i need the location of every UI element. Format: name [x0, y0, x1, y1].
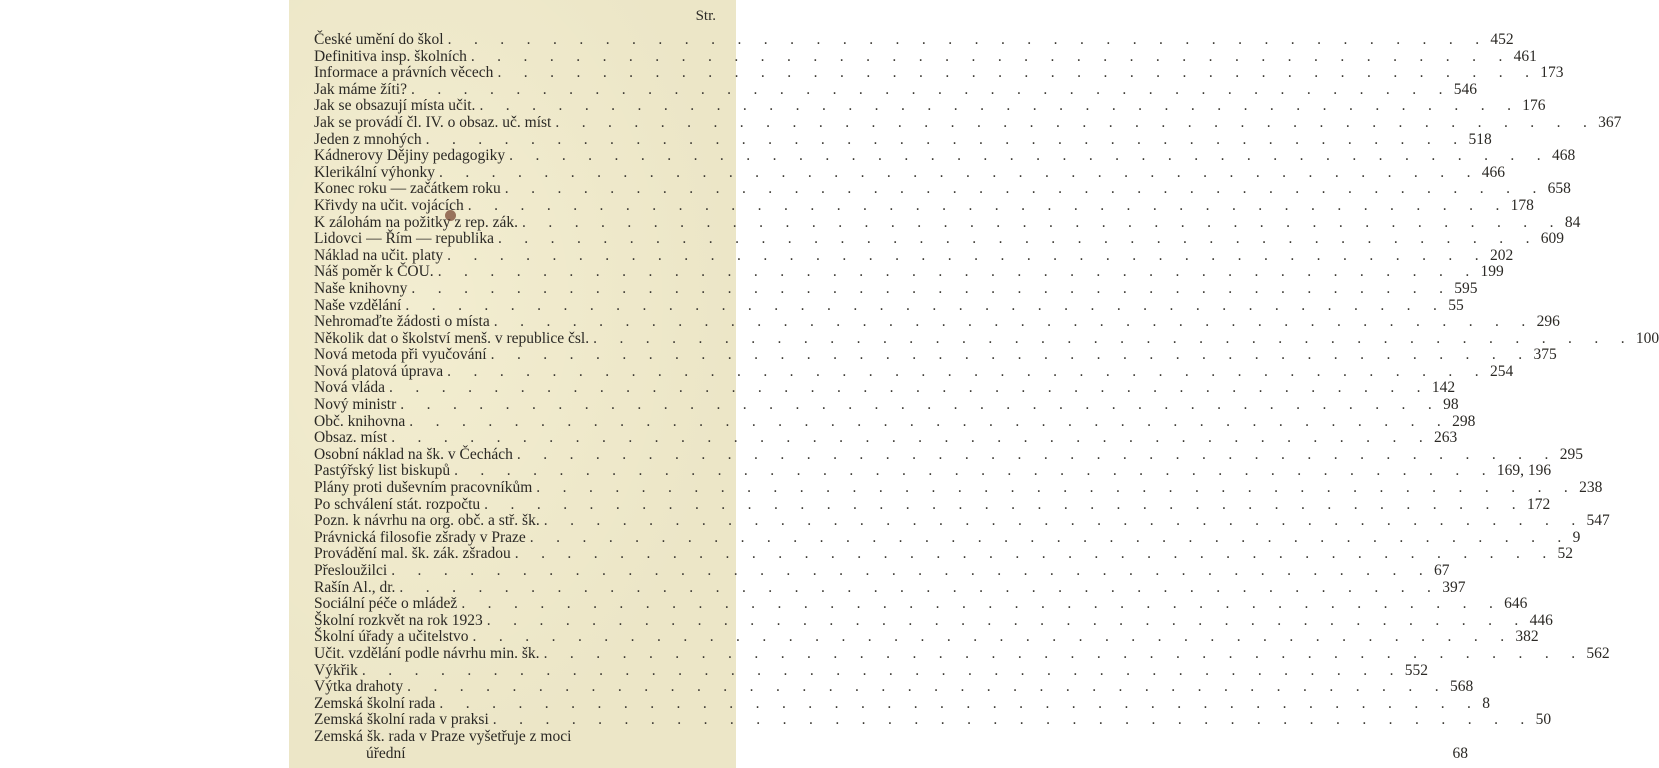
page-column-header: Str.	[695, 8, 716, 24]
entry-page: 67	[1434, 562, 1450, 579]
entry-title: Výkřik	[314, 661, 358, 679]
entry-title: Pastýřský list biskupů	[314, 462, 451, 480]
dot-leader	[395, 580, 1440, 597]
entry-title: Pozn. k návrhu na org. obč. a stř. šk.	[314, 512, 540, 530]
toc-entry	[314, 595, 1528, 613]
dot-leader	[513, 447, 1558, 464]
entry-page: 552	[1404, 661, 1428, 679]
entry-page: 468	[1551, 147, 1576, 165]
dot-leader	[511, 546, 1556, 563]
dot-leader	[518, 215, 1563, 232]
entry-title: Nová metoda při vyučování	[314, 346, 487, 364]
toc-entry	[314, 246, 1514, 265]
dot-leader	[403, 679, 1448, 696]
toc-entry	[314, 711, 1552, 729]
dot-leader	[401, 298, 1446, 315]
entry-page: 609	[1540, 230, 1565, 248]
entry-title: Jak se obsazují místa učit.	[314, 97, 476, 115]
entry-title: Lidovci — Řím — republika	[314, 230, 494, 248]
entry-page: 263	[1434, 429, 1458, 447]
entry-title: K zálohám na požitky z rep. zák.	[314, 213, 518, 231]
book-page	[289, 0, 1659, 768]
entry-page: 176	[1522, 97, 1546, 115]
entry-title: Klerikální výhonky	[314, 163, 435, 181]
dot-leader	[443, 248, 1488, 265]
dot-leader	[540, 513, 1585, 530]
entry-page: 518	[1468, 130, 1492, 148]
entry-title: České umění do škol	[314, 31, 444, 48]
toc-entry	[314, 147, 1576, 165]
toc-entry	[314, 694, 1490, 713]
dot-leader	[501, 181, 1546, 198]
toc-entry	[314, 296, 1464, 315]
dot-leader	[443, 364, 1488, 381]
dot-leader	[551, 115, 1596, 132]
entry-page: 446	[1529, 611, 1553, 629]
toc-entry	[314, 479, 1603, 497]
dot-leader	[487, 347, 1532, 364]
dot-leader	[526, 530, 1571, 547]
toc-entry	[314, 512, 1610, 530]
entry-title: Výtka drahoty	[314, 678, 404, 696]
entry-page: 50	[1535, 711, 1552, 729]
toc-entry	[314, 230, 1565, 248]
toc-entry	[314, 64, 1564, 82]
toc-entry	[314, 462, 1552, 480]
entry-title: Náklad na učit. platy	[314, 246, 444, 264]
entry-title: Kádnerovy Dějiny pedagogiky	[314, 147, 506, 165]
entry-title: Nový ministr	[314, 396, 397, 414]
entry-page: 562	[1586, 644, 1610, 662]
entry-title: Sociální péče o mládež	[314, 595, 458, 613]
dot-leader	[490, 314, 1535, 331]
entry-title-line2: úřední	[366, 744, 406, 762]
dot-leader	[469, 629, 1514, 646]
entry-page: 169, 196	[1496, 462, 1552, 480]
entry-title: Jeden z mnohých	[314, 130, 422, 148]
toc-entry	[314, 495, 1551, 514]
toc-entry	[314, 562, 1450, 580]
entry-page: 295	[1559, 445, 1583, 463]
toc-entry	[314, 31, 1514, 49]
toc-entry	[314, 80, 1478, 99]
entry-page: 296	[1536, 313, 1560, 331]
entry-page: 172	[1526, 495, 1551, 513]
entry-page: 254	[1489, 362, 1514, 380]
toc-entry	[314, 97, 1546, 115]
toc-entry	[314, 644, 1610, 663]
entry-page: 382	[1515, 628, 1539, 646]
dot-leader	[422, 132, 1467, 149]
entry-page: 142	[1431, 379, 1456, 397]
dot-leader	[435, 696, 1480, 713]
entry-page: 202	[1489, 246, 1514, 264]
entry-title: Několik dat o školství menš. v republice čsl.	[314, 329, 590, 347]
toc-entry	[314, 113, 1622, 132]
dot-leader	[467, 49, 1512, 66]
dot-leader	[540, 646, 1585, 663]
entry-title: Naše knihovny	[314, 279, 408, 297]
dot-leader	[358, 663, 1403, 680]
entry-title: Zemská školní rada v praksi	[314, 711, 489, 729]
entry-title: Nová vláda	[314, 379, 386, 397]
entry-page: 375	[1533, 346, 1557, 364]
dot-leader	[396, 397, 1441, 414]
entry-title: Školní rozkvět na rok 1923	[314, 611, 483, 629]
dot-leader	[494, 231, 1539, 248]
entry-page: 199	[1480, 263, 1504, 281]
toc-entry	[314, 196, 1534, 215]
dot-leader	[589, 331, 1634, 348]
dot-leader	[434, 264, 1479, 281]
entry-page: 646	[1504, 595, 1528, 613]
entry-title: Osobní náklad na šk. v Čechách	[314, 445, 513, 463]
entry-page: 658	[1547, 180, 1571, 198]
toc-entry	[314, 545, 1574, 563]
entry-page: 55	[1448, 296, 1464, 314]
dot-leader	[407, 82, 1452, 99]
entry-page: 9	[1572, 528, 1581, 546]
entry-page: 52	[1557, 545, 1574, 563]
toc-entry	[314, 346, 1557, 364]
entry-page: 595	[1454, 279, 1478, 297]
entry-page: 68	[1452, 744, 1468, 762]
dot-leader	[532, 480, 1577, 497]
entry-title: Nová platová úprava	[314, 362, 444, 380]
dot-leader	[505, 148, 1550, 165]
toc-entry	[314, 445, 1583, 464]
entry-page: 461	[1513, 47, 1537, 65]
entry-title: Po schválení stát. rozpočtu	[314, 495, 481, 513]
entry-page: 8	[1482, 694, 1490, 712]
entry-page: 568	[1449, 678, 1474, 696]
entry-title: Přesloužilci	[314, 562, 388, 579]
entry-title: Definitiva insp. školních	[314, 47, 467, 65]
dot-leader	[450, 463, 1495, 480]
dot-leader	[489, 712, 1534, 729]
toc-entry	[314, 429, 1458, 447]
toc-entry	[314, 213, 1581, 232]
entry-title: Nehromaďte žádosti o místa	[314, 313, 490, 331]
entry-page: 100	[1635, 329, 1659, 347]
entry-title: Konec roku — začátkem roku	[314, 180, 501, 198]
entry-title: Křivdy na učit. vojácích	[314, 196, 464, 214]
dot-leader	[483, 613, 1528, 630]
entry-title: Informace a právních věcech	[314, 64, 494, 82]
dot-leader	[435, 165, 1480, 182]
entry-title: Rašín Al., dr.	[314, 578, 396, 596]
dot-leader	[444, 32, 1489, 49]
toc-entry	[314, 661, 1428, 680]
dot-leader	[407, 281, 1452, 298]
toc-entry	[314, 180, 1571, 198]
entry-page: 298	[1452, 412, 1476, 430]
entry-title: Plány proti duševním pracovníkům	[314, 479, 533, 497]
dot-leader	[405, 414, 1450, 431]
toc-entry	[314, 528, 1581, 547]
dot-leader	[385, 380, 1430, 397]
toc-entry	[314, 263, 1504, 281]
entry-title: Naše vzdělání	[314, 296, 402, 314]
entry-page: 173	[1540, 64, 1564, 82]
toc-entry	[314, 611, 1553, 630]
entry-title: Obsaz. míst	[314, 429, 388, 447]
entry-page: 98	[1443, 396, 1459, 414]
entry-page: 546	[1453, 80, 1478, 98]
toc-entry	[314, 329, 1659, 348]
entry-title: Jak se provádí čl. IV. o obsaz. uč. míst	[314, 113, 552, 131]
toc-entry	[314, 163, 1506, 182]
toc-entry	[314, 47, 1537, 66]
entry-title: Školní úřady a učitelstvo	[314, 628, 469, 646]
toc-entry	[314, 362, 1514, 381]
entry-title: Zemská školní rada	[314, 694, 436, 712]
dot-leader	[480, 497, 1525, 514]
entry-page: 84	[1564, 213, 1581, 231]
entry-page: 452	[1490, 31, 1514, 48]
entry-title: Právnická filosofie zšrady v Praze	[314, 528, 526, 546]
entry-title: Náš poměr k ČOU.	[314, 263, 434, 281]
entry-page: 178	[1510, 196, 1534, 214]
toc-entry	[314, 412, 1476, 431]
table-of-contents	[314, 31, 1659, 763]
entry-title: Provádění mal. šk. zák. zšradou	[314, 545, 511, 563]
entry-page: 547	[1586, 512, 1610, 530]
toc-entry	[314, 628, 1539, 646]
entry-page: 397	[1442, 578, 1466, 596]
toc-entry	[314, 678, 1474, 696]
entry-title: Obč. knihovna	[314, 412, 406, 430]
entry-title-line1: Zemská šk. rada v Praze vyšetřuje z moci	[314, 727, 572, 745]
entry-title: Jak máme žíti?	[314, 80, 407, 98]
entry-title: Učit. vzdělání podle návrhu min. šk.	[314, 644, 540, 662]
dot-leader	[475, 98, 1520, 115]
dot-leader	[457, 596, 1502, 613]
entry-page: 367	[1598, 113, 1622, 131]
toc-entry	[314, 578, 1466, 597]
dot-leader	[464, 198, 1509, 215]
toc-entry	[314, 727, 1468, 763]
toc-entry	[314, 130, 1492, 149]
entry-page: 466	[1481, 163, 1506, 181]
dot-leader	[493, 65, 1538, 82]
dot-leader	[387, 430, 1432, 447]
dot-leader	[387, 563, 1432, 580]
toc-entry	[314, 313, 1560, 331]
entry-title-line2-row	[314, 744, 1468, 763]
entry-page: 238	[1579, 479, 1603, 497]
toc-entry	[314, 396, 1459, 414]
toc-entry	[314, 279, 1478, 298]
toc-entry	[314, 379, 1456, 397]
